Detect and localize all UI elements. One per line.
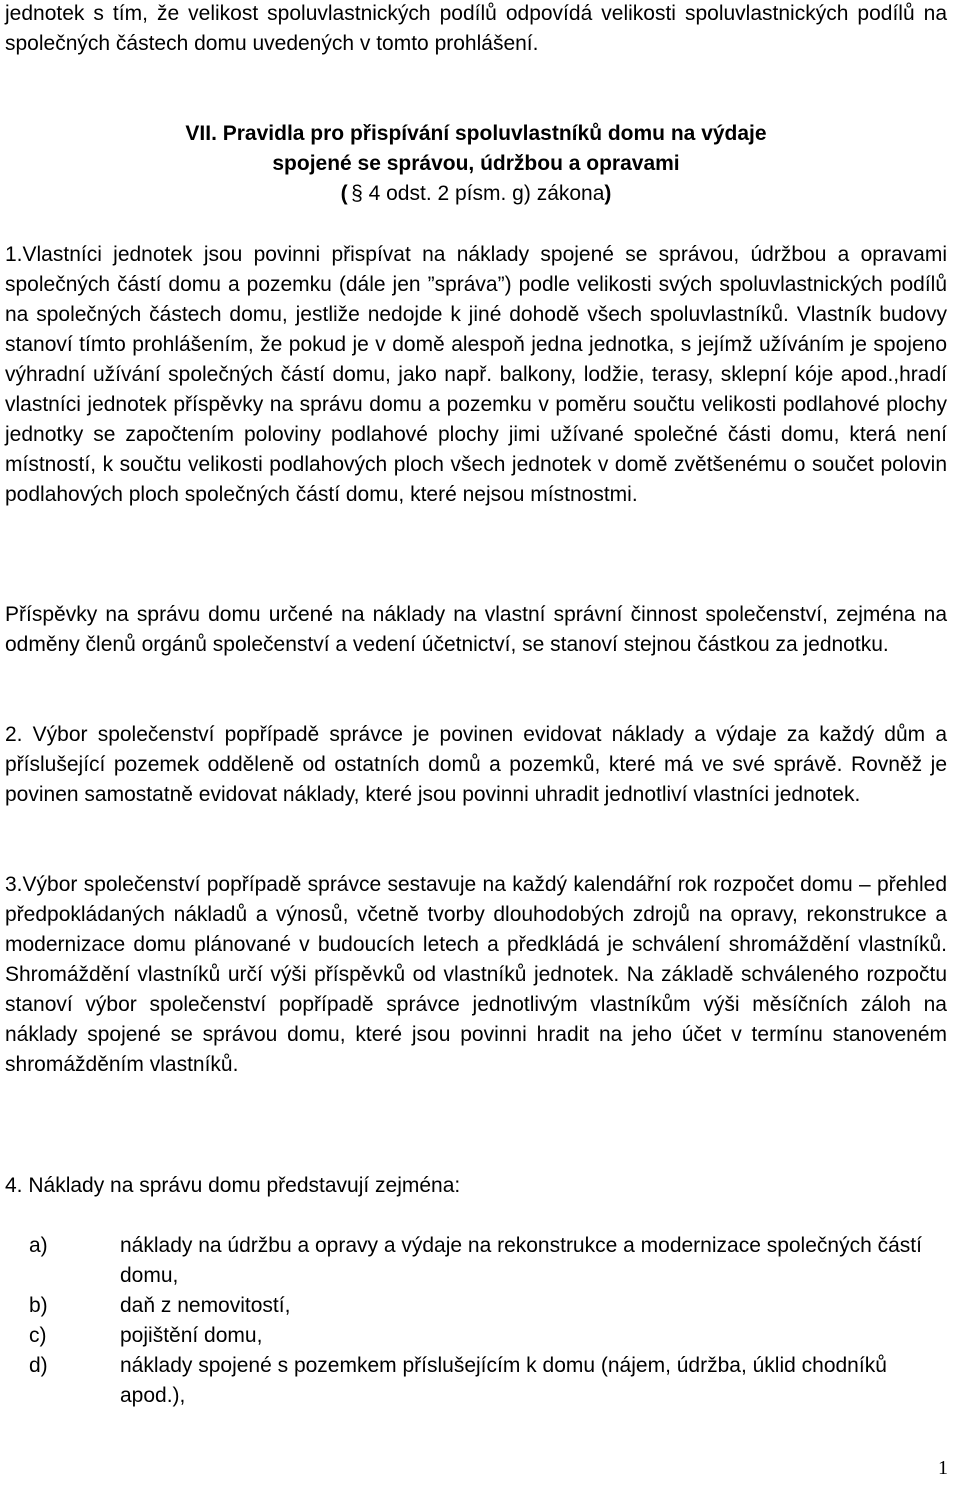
list-item [5,1351,947,1411]
list-item [5,1321,947,1351]
paragraph-2: 2. Výbor společenství popřípadě správce je povinen evidovat náklady a výdaje za každý dům a příslušející pozemek odděleně od ostatních domů a pozemků, které má ve své správě. Rovněž je povinen samostatně evidovat náklady, které jsou povinni uhradit jednotliví vlastníci jednotek. [5,723,947,806]
heading-line-1: VII. Pravidla pro přispívání spoluvlastníků domu na výdaje [185,122,767,145]
list-item-text: daň z nemovitostí, [120,1294,291,1317]
list-item [5,1231,947,1291]
section-heading [5,119,947,209]
page-number: 1 [938,1457,948,1479]
section-sign-icon: § [347,182,363,205]
paragraph-4: 4. Náklady na správu domu představují zejména: [5,1174,461,1197]
heading-paren-close: ) [604,182,612,205]
list-marker: c) [29,1324,47,1347]
list-item [5,1291,947,1321]
heading-line-2: spojené se správou, údržbou a opravami [272,152,680,175]
list-marker: a) [29,1234,48,1257]
list-item-text: náklady spojené s pozemkem příslušejícím k domu (nájem, údržba, úklid chodníků apod.), [120,1354,887,1407]
list-item-text: náklady na údržbu a opravy a výdaje na rekonstrukce a modernizace společných částí domu, [120,1234,922,1287]
list-marker: b) [29,1294,48,1317]
paragraph-1b: Příspěvky na správu domu určené na náklady na vlastní správní činnost společenství, zejména na odměny členů orgánů společenství a vedení účetnictví, se stanoví stejnou částkou za jednotku. [5,603,947,656]
paragraph-3: 3.Výbor společenství popřípadě správce sestavuje na každý kalendářní rok rozpočet domu – přehled předpokládaných nákladů a výnosů, včetně tvorby dlouhodobých zdrojů na opravy, rekonstrukce a modernizace domu plánované v budoucích letech a předkládá je schválení shromáždění vlastníků. Shromáždění vlastníků určí výši příspěvků od vlastníků jednotek. Na základě schváleného rozpočtu stanoví výbor společenství popřípadě správce jednotlivým vlastníkům výši měsíčních záloh na náklady spojené se správou domu, které jsou povinni hradit na jeho účet v termínu stanoveném shromážděním vlastníků. [5,873,947,1076]
list-item-text: pojištění domu, [120,1324,263,1347]
heading-law-reference: 4 odst. 2 písm. g) zákona [362,182,605,205]
heading-paren-open: ( [340,182,348,205]
list-marker: d) [29,1354,48,1377]
cost-items-list [5,1231,947,1411]
heading-line-3 [5,179,947,209]
paragraph-1: 1.Vlastníci jednotek jsou povinni přispívat na náklady spojené se správou, údržbou a opravami společných částí domu a pozemku (dále jen ”správa”) podle velikosti svých spoluvlastnických podílů na společných částech domu, jestliže nedojde k jiné dohodě všech spoluvlastníků. Vlastník budovy stanoví tímto prohlášením, že pokud je v domě alespoň jedna jednotka, s jejímž užíváním je spojeno výhradní užívání společných částí domu, jako např. balkony, lodžie, terasy, sklepní kóje apod.,hradí vlastníci jednotek příspěvky na správu domu a pozemku v poměru součtu velikosti podlahové plochy jednotky se započtením poloviny podlahové plochy jimi užívané společné části domu, která není místností, k součtu velikosti podlahových ploch všech jednotek v domě zvětšenému o součet polovin podlahových ploch společných částí domu, které nejsou místnostmi. [5,243,947,506]
intro-paragraph: jednotek s tím, že velikost spoluvlastnických podílů odpovídá velikosti spoluvlastnických podílů na společných částech domu uvedených v tomto prohlášení. [5,2,947,55]
